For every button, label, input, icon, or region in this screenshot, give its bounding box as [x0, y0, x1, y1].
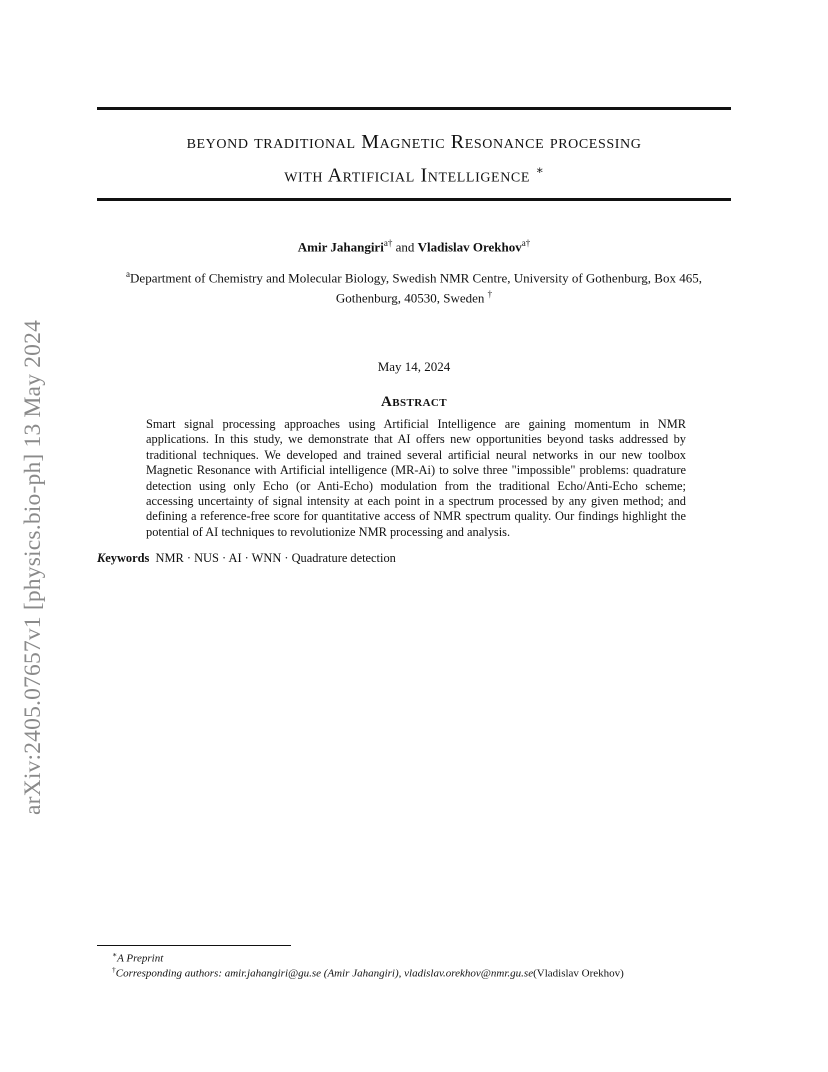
- paper-title: [97, 128, 731, 190]
- title-line-2: [97, 156, 731, 190]
- abstract-body: Smart signal processing approaches using Artificial Intelligence are gaining momentum in NMR applications. In this study, we demonstrate that AI offers new opportunities beyond tasks addressed by traditional techniques. We developed and trained several artificial neural networks in our new toolbox Magnetic Resonance with Artificial intelligence (MR-Ai) to solve three "impossible" problems: quadrature detection using only Echo (or Anti-Echo) modulation from the traditional Echo/Anti-Echo scheme; accessing uncertainty of signal intensity at each point in a spectrum processed by any given method; and defining a reference-free score for quantitative access of NMR spectrum quality. Our findings highlight the potential of AI techniques to revolutionize NMR processing and analysis.: [146, 417, 686, 539]
- title-bottom-rule: [97, 198, 731, 201]
- footnote-1: [112, 950, 163, 965]
- footnote-1-text: A Preprint: [117, 952, 164, 965]
- author-connector: and: [395, 239, 415, 255]
- arxiv-stamp: arXiv:2405.07657v1 [physics.bio-ph] 13 May 2024: [20, 319, 46, 815]
- affiliation-sup: a: [126, 269, 131, 279]
- author-2-name: Vladislav Orekhov: [417, 239, 522, 255]
- footnote-rule: [97, 945, 291, 946]
- author-1-sup: a†: [383, 238, 393, 248]
- affiliation-line-1-text: Department of Chemistry and Molecular Biology, Swedish NMR Centre, University of Gothenburg, Box 465,: [130, 270, 702, 286]
- author-2-sup: a†: [521, 238, 531, 248]
- affiliation: [110, 266, 718, 307]
- abstract-heading: Abstract: [381, 394, 447, 410]
- author-list: [97, 238, 731, 255]
- paper-date: May 14, 2024: [377, 359, 451, 374]
- keywords-label: [97, 551, 149, 565]
- footnote-1-marker: ∗: [112, 950, 118, 959]
- title-line-2-text: with Artificial Intelligence: [284, 164, 531, 187]
- affiliation-line-1: [110, 266, 718, 286]
- keywords-label-first: K: [97, 551, 106, 565]
- title-top-rule: [97, 107, 731, 110]
- title-line-1: beyond traditional Magnetic Resonance processing: [186, 131, 642, 153]
- keywords-line: [97, 551, 731, 566]
- keywords-text: NMR · NUS · AI · WNN · Quadrature detection: [155, 551, 396, 565]
- title-footnote-marker: ∗: [535, 163, 544, 177]
- footnote-2-marker: †: [112, 965, 116, 974]
- affiliation-marker: †: [487, 289, 493, 300]
- footnote-2: [112, 965, 624, 980]
- affiliation-line-2: [110, 286, 718, 306]
- footnote-2-text: Corresponding authors: amir.jahangiri@gu.se (Amir Jahangiri), vladislav.orekhov@nmr.gu.se: [115, 967, 534, 980]
- footnote-2-tail: (Vladislav Orekhov): [533, 967, 624, 980]
- affiliation-line-2-text: Gothenburg, 40530, Sweden: [335, 290, 485, 306]
- author-1-name: Amir Jahangiri: [297, 239, 384, 255]
- keywords-label-rest: eywords: [105, 551, 150, 565]
